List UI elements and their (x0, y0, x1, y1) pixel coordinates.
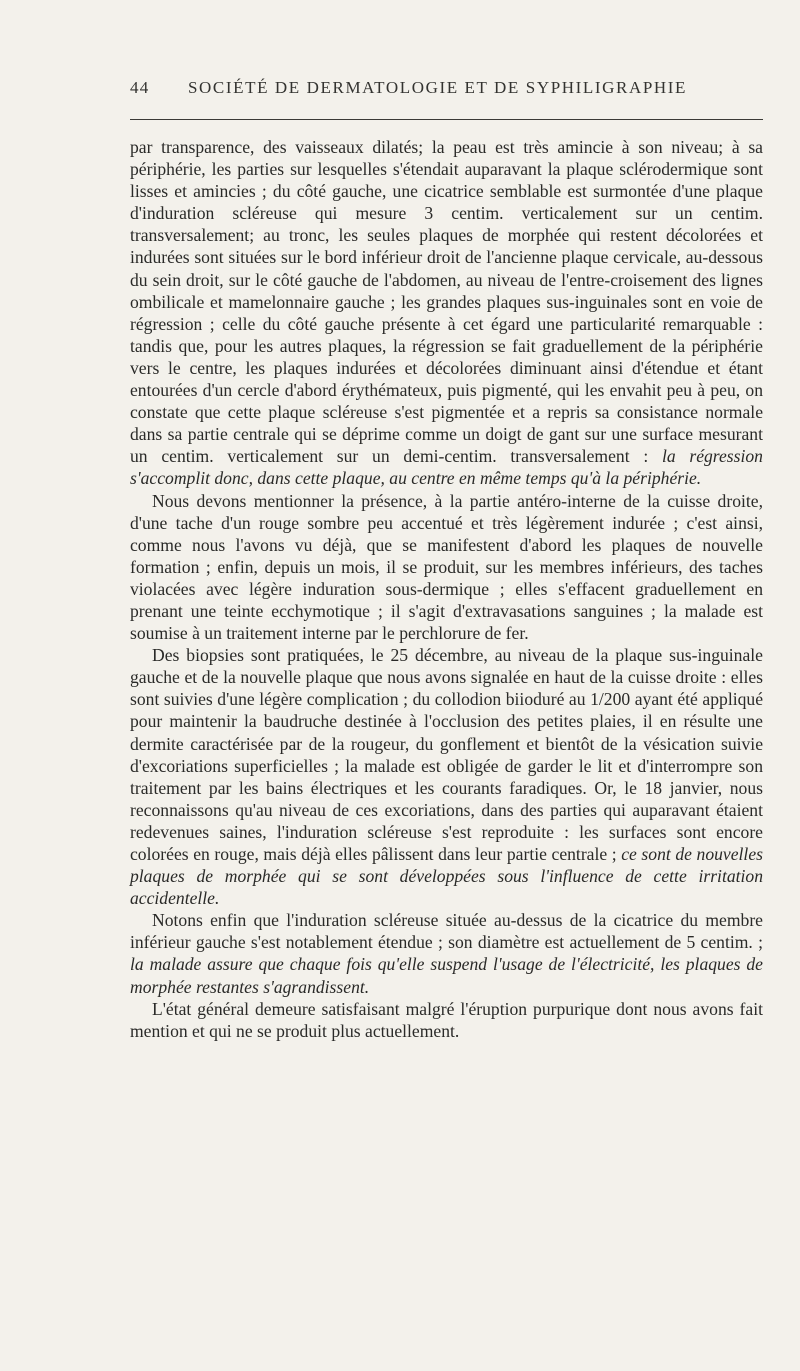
paragraph-5-text: L'état général demeure satisfaisant malgré l'éruption purpurique dont nous avons fait mention et qui ne se produit plus actuellement. (130, 998, 763, 1041)
paragraph-4 (130, 909, 763, 997)
page-header (130, 78, 763, 104)
body-text (130, 136, 763, 1042)
page-number: 44 (130, 78, 150, 97)
paragraph-3 (130, 644, 763, 909)
paragraph-1-italic: la régression s'accomplit donc, dans cette plaque, au centre en même temps qu'à la périphérie. (130, 446, 763, 489)
paragraph-4-italic: la malade assure que chaque fois qu'elle suspend l'usage de l'électricité, les plaques de morphée restantes s'agrandissent. (130, 954, 763, 997)
running-title: SOCIÉTÉ DE DERMATOLOGIE ET DE SYPHILIGRAPHIE (188, 78, 688, 97)
paragraph-2 (130, 490, 763, 645)
paragraph-2-text: Nous devons mentionner la présence, à la partie antéro-interne de la cuisse droite, d'une tache d'un rouge sombre peu accentué et très légèrement indurée ; c'est ainsi, comme nous l'avons vu déjà, que se manifestent d'abord les plaques de nouvelle formation ; enfin, depuis un mois, il se produit, sur les membres inférieurs, des taches violacées avec légère induration sous-dermique ; elles s'effacent graduellement en prenant une teinte ecchymotique ; il s'agit d'extravasations sanguines ; la malade est soumise à un traitement interne par le perchlorure de fer. (130, 490, 763, 644)
paragraph-3-italic: ce sont de nouvelles plaques de morphée qui se sont développées sous l'influence de cette irritation accidentelle. (130, 844, 763, 909)
paragraph-4-text: Notons enfin que l'induration scléreuse située au-dessus de la cicatrice du membre inférieur gauche s'est notablement étendue ; son diamètre est actuellement de 5 centim. ; (130, 910, 763, 953)
paragraph-1-text: par transparence, des vaisseaux dilatés; la peau est très amincie à son niveau; à sa périphérie, les parties sur lesquelles s'étendait auparavant la plaque sclérodermique sont lisses et amincies ; du côté gauche, une cicatrice semblable est surmontée d'une plaque d'induration scléreuse qui mesure 3 centim. verticalement sur un centim. transversalement; au tronc, les seules plaques de morphée qui restent décolorées et indurées sont situées sur le bord inférieur droit de l'ancienne plaque cervicale, au-dessous du sein droit, sur le côté gauche de l'abdomen, au niveau de l'entre-croisement des lignes ombilicale et mamelonnaire gauche ; les grandes plaques sus-inguinales sont en voie de régression ; celle du côté gauche présente à cet égard une particularité remarquable : tandis que, pour les autres plaques, la régression se fait graduellement de la périphérie vers le centre, les plaques indurées et décolorées diminuant ainsi d'étendue et étant entourées d'un cercle d'abord érythémateux, puis pigmenté, qui les envahit peu à peu, on constate que cette plaque scléreuse s'est pigmentée et a repris sa consistance normale dans sa partie centrale qui se déprime comme un doigt de gant sur une surface mesurant un centim. verticalement sur un demi-centim. transversalement : (130, 137, 763, 467)
paragraph-5 (130, 998, 763, 1042)
header-rule (130, 119, 763, 120)
paragraph-1 (130, 136, 763, 490)
paragraph-3-text: Des biopsies sont pratiquées, le 25 décembre, au niveau de la plaque sus-inguinale gauche et de la nouvelle plaque que nous avons signalée en haut de la cuisse droite : elles sont suivies d'une légère complication ; du collodion biioduré au 1/200 ayant été appliqué pour maintenir la baudruche destinée à l'occlusion des petites plaies, il en résulte une dermite caractérisée par de la rougeur, du gonflement et bientôt de la vésication suivie d'excoriations superficielles ; la malade est obligée de garder le lit et d'interrompre son traitement par les bains électriques et les courants faradiques. Or, le 18 janvier, nous reconnaissons qu'au niveau de ces excoriations, dans des parties qui auparavant étaient redevenues saines, l'induration scléreuse s'est reproduite : les surfaces sont encore colorées en rouge, mais déjà elles pâlissent dans leur partie centrale ; (130, 645, 763, 864)
